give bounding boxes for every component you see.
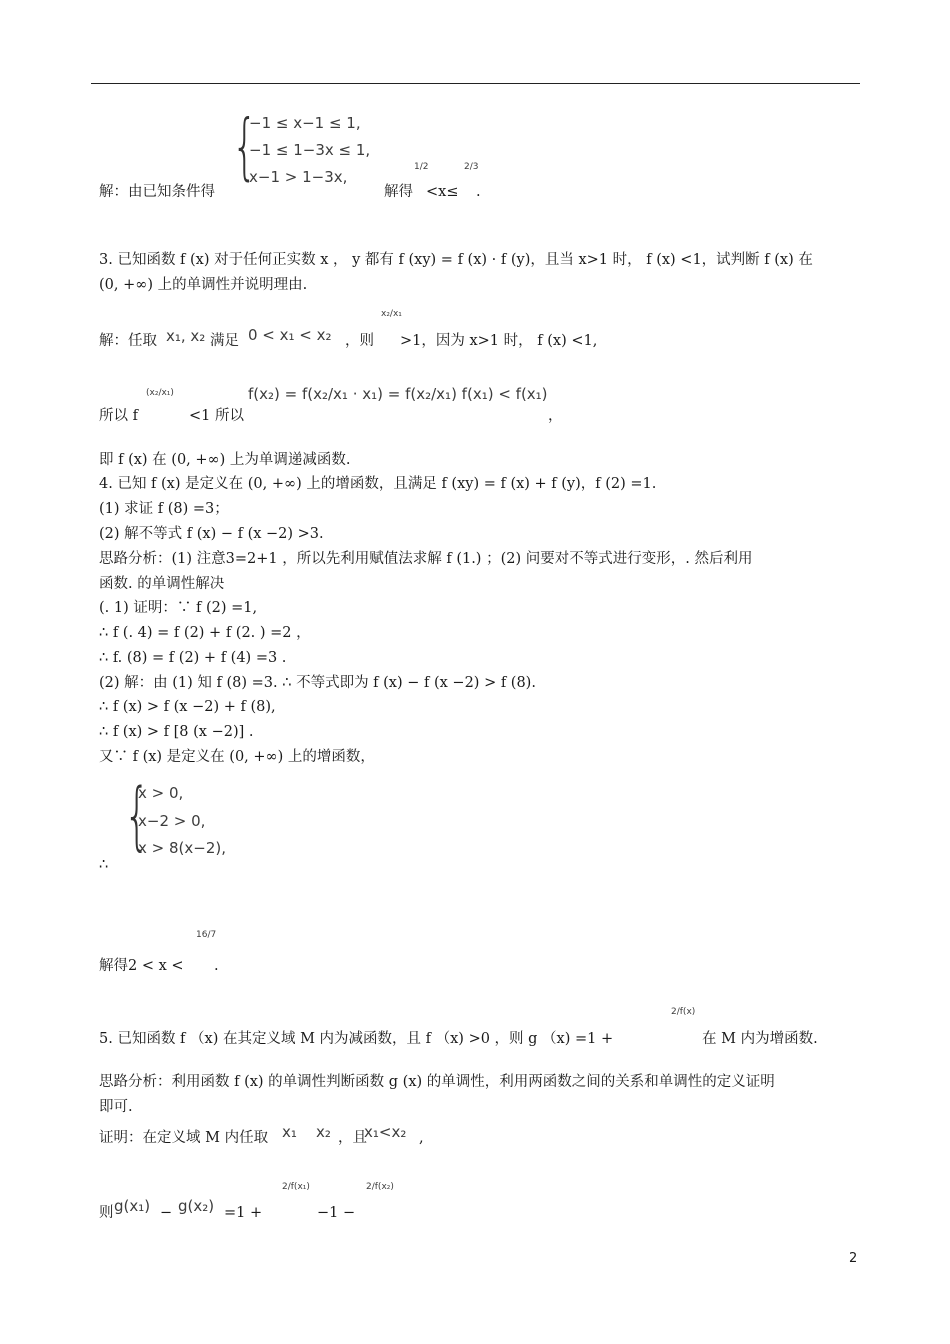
formula: g(x₁) (114, 1197, 151, 1215)
solution-text: 满足 (210, 333, 239, 349)
solution-text: <x≤ (426, 184, 459, 200)
formula: x₁, x₂ (166, 327, 206, 345)
solution-text: <1 所以 (189, 408, 244, 424)
proof-line: ∴ f (x) > f [8 (x −2)] . (99, 724, 254, 740)
solution-text: >1，因为 x>1 时， f (x) <1, (400, 333, 598, 349)
proof-line: (2) 解：由 (1) 知 f (8) =3. ∴ 不等式即为 f (x) − f (x −2) > f (8). (99, 675, 536, 691)
proof-line: ∴ f (. 4) = f (2) + f (2. ) =2 ， (99, 625, 311, 641)
proof-line: ∴ f. (8) = f (2) + f (4) =3 . (99, 650, 287, 666)
formula: 0 < x₁ < x₂ (248, 326, 332, 344)
fraction: 2/f(x₂) (366, 1182, 394, 1192)
solution-text: ， (548, 408, 563, 424)
proof-text: =1 + (224, 1205, 263, 1221)
formula: f(x₂) = f(x₂/x₁ · x₁) = f(x₂/x₁) f(x₁) < f(x₁) (248, 385, 548, 403)
left-brace: { (232, 104, 258, 188)
left-brace: { (124, 773, 150, 859)
proof-text: 证明：在定义域 M 内任取 (99, 1130, 269, 1146)
question-text: 3. 已知函数 f (x) 对于任何正实数 x ， y 都有 f (xy) = f (x) · f (y)，且当 x>1 时， f (x) <1，试判断 f (x) 在 (99, 252, 813, 268)
proof-text: 则 (99, 1205, 114, 1221)
proof-text: − (160, 1205, 173, 1221)
proof-line: (. 1) 证明：∵ f (2) =1, (99, 600, 258, 616)
fraction: 16/7 (196, 930, 217, 940)
fraction: 1/2 (414, 162, 429, 172)
fraction: (x₂/x₁) (146, 388, 174, 398)
proof-line: 又∵ f (x) 是定义在 (0, +∞) 上的增函数， (99, 749, 375, 765)
fraction: 2/f(x) (671, 1007, 696, 1017)
formula: x₁ (282, 1123, 297, 1141)
fraction: 2/f(x₁) (282, 1182, 310, 1192)
solution-text: 解：由已知条件得 (99, 184, 215, 200)
system-equation: −1 ≤ 1−3x ≤ 1, (249, 141, 371, 159)
formula: x₂ (316, 1123, 331, 1141)
proof-text: −1 − (317, 1205, 356, 1221)
question-text: 在 M 内为增函数. (702, 1031, 818, 1047)
formula: x₁<x₂ (364, 1123, 407, 1141)
fraction: 2/3 (464, 162, 479, 172)
formula: g(x₂) (178, 1197, 215, 1215)
answer-text: 解得2 < x < (99, 958, 184, 974)
system-equation: x−1 > 1−3x, (249, 168, 348, 186)
question-text: 4. 已知 f (x) 是定义在 (0, +∞) 上的增函数，且满足 f (xy) = f (x) + f (y)，f (2) =1. (99, 476, 657, 492)
conclusion-text: 即 f (x) 在 (0, +∞) 上为单调递减函数. (99, 452, 351, 468)
solution-text: . (476, 184, 481, 200)
solution-text: 解得 (384, 184, 413, 200)
analysis-text: 思路分析：利用函数 f (x) 的单调性判断函数 g (x) 的单调性，利用两函数之间的关系和单调性的定义证明 (99, 1074, 775, 1090)
system-equation: −1 ≤ x−1 ≤ 1, (249, 114, 361, 132)
question-text: (1) 求证 f (8) =3； (99, 501, 229, 517)
header-rule (91, 83, 860, 84)
question-text: 5. 已知函数 f （x) 在其定义域 M 内为减函数，且 f （x) >0 ，则 g （x) =1 + (99, 1031, 614, 1047)
solution-text: 解：任取 (99, 333, 157, 349)
solution-text: 所以 f (99, 408, 138, 424)
system-equation: x > 0, (138, 784, 184, 802)
solution-text: ，则 (345, 333, 374, 349)
answer-text: . (214, 958, 219, 974)
proof-text: ，且 (338, 1130, 367, 1146)
question-text: (2) 解不等式 f (x) − f (x −2) >3. (99, 526, 324, 542)
proof-line: ∴ f (x) > f (x −2) + f (8), (99, 699, 276, 715)
question-text: (0, +∞) 上的单调性并说明理由. (99, 277, 308, 293)
therefore-symbol: ∴ (99, 857, 109, 873)
analysis-text: 思路分析：(1) 注意3=2+1 ，所以先利用赋值法求解 f (1.) ；(2) 问要对不等式进行变形，. 然后利用 (99, 551, 753, 567)
fraction: x₂/x₁ (381, 309, 402, 319)
system-equation: x−2 > 0, (138, 812, 206, 830)
system-equation: x > 8(x−2), (138, 839, 226, 857)
analysis-text: 函数. 的单调性解决 (99, 576, 225, 592)
proof-text: , (419, 1130, 424, 1146)
analysis-text: 即可. (99, 1099, 133, 1115)
page-number: 2 (849, 1251, 858, 1266)
